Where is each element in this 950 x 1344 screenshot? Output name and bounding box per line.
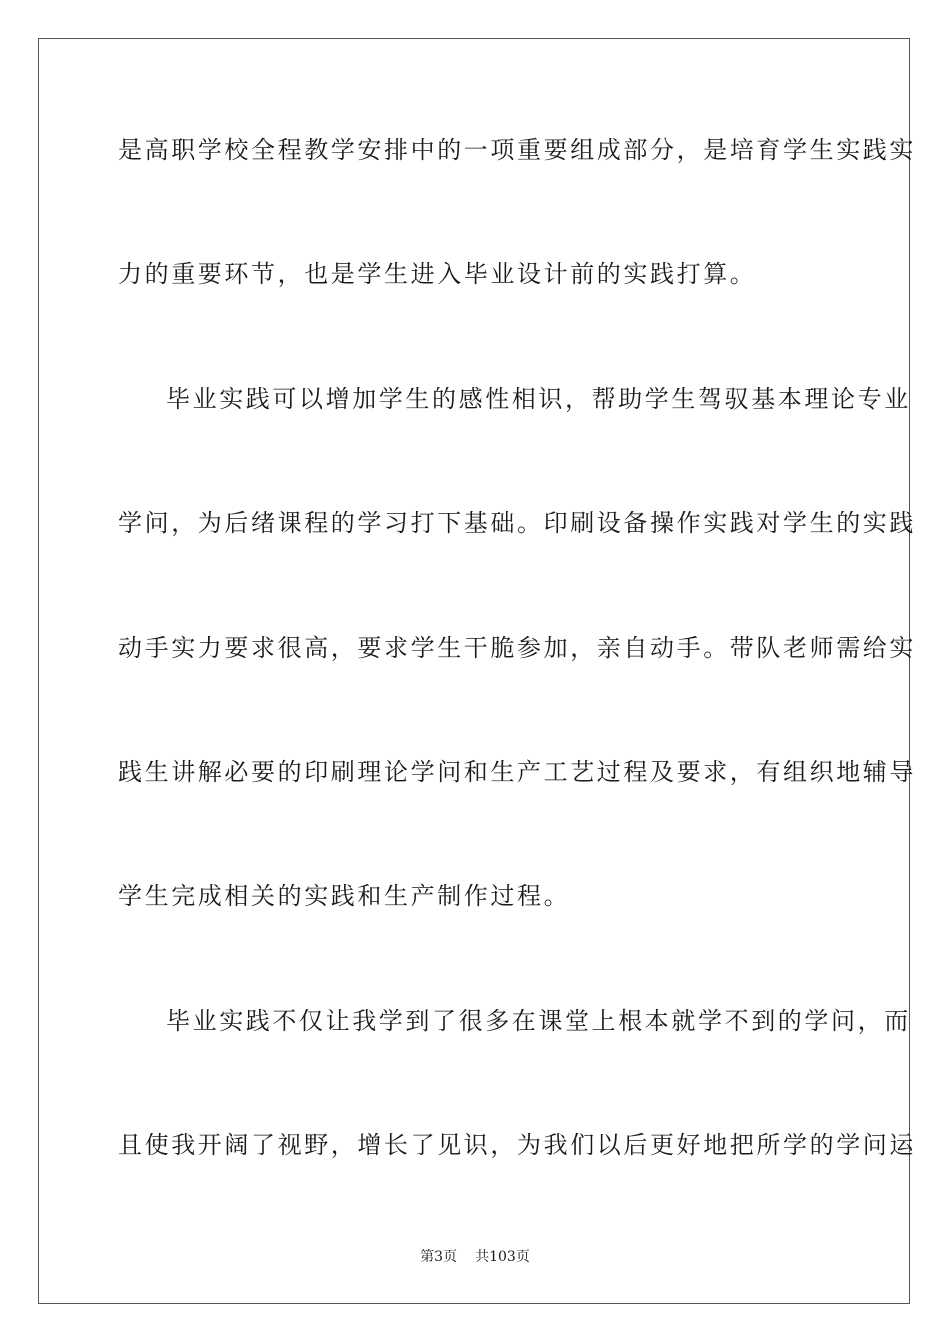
paragraph-line: 学问，为后绪课程的学习打下基础。印刷设备操作实践对学生的实践: [118, 509, 916, 537]
paragraph-line: 动手实力要求很高，要求学生干脆参加，亲自动手。带队老师需给实: [118, 634, 916, 662]
paragraph-line: 力的重要环节，也是学生进入毕业设计前的实践打算。: [118, 260, 757, 288]
page-total: 共103页: [475, 1249, 530, 1265]
paragraph-line: 毕业实践不仅让我学到了很多在课堂上根本就学不到的学问，而: [166, 1007, 911, 1035]
paragraph-line: 且使我开阔了视野，增长了见识，为我们以后更好地把所学的学问运: [118, 1131, 916, 1159]
paragraph-line: 践生讲解必要的印刷理论学问和生产工艺过程及要求，有组织地辅导: [118, 758, 916, 786]
page-footer: [0, 1248, 950, 1266]
page-border: [38, 38, 916, 1304]
paragraph-line: 学生完成相关的实践和生产制作过程。: [118, 882, 571, 910]
paragraph-line: 是高职学校全程教学安排中的一项重要组成部分，是培育学生实践实: [118, 136, 916, 164]
paragraph-line: 毕业实践可以增加学生的感性相识，帮助学生驾驭基本理论专业: [166, 385, 911, 413]
page-number: 第3页: [420, 1249, 458, 1265]
